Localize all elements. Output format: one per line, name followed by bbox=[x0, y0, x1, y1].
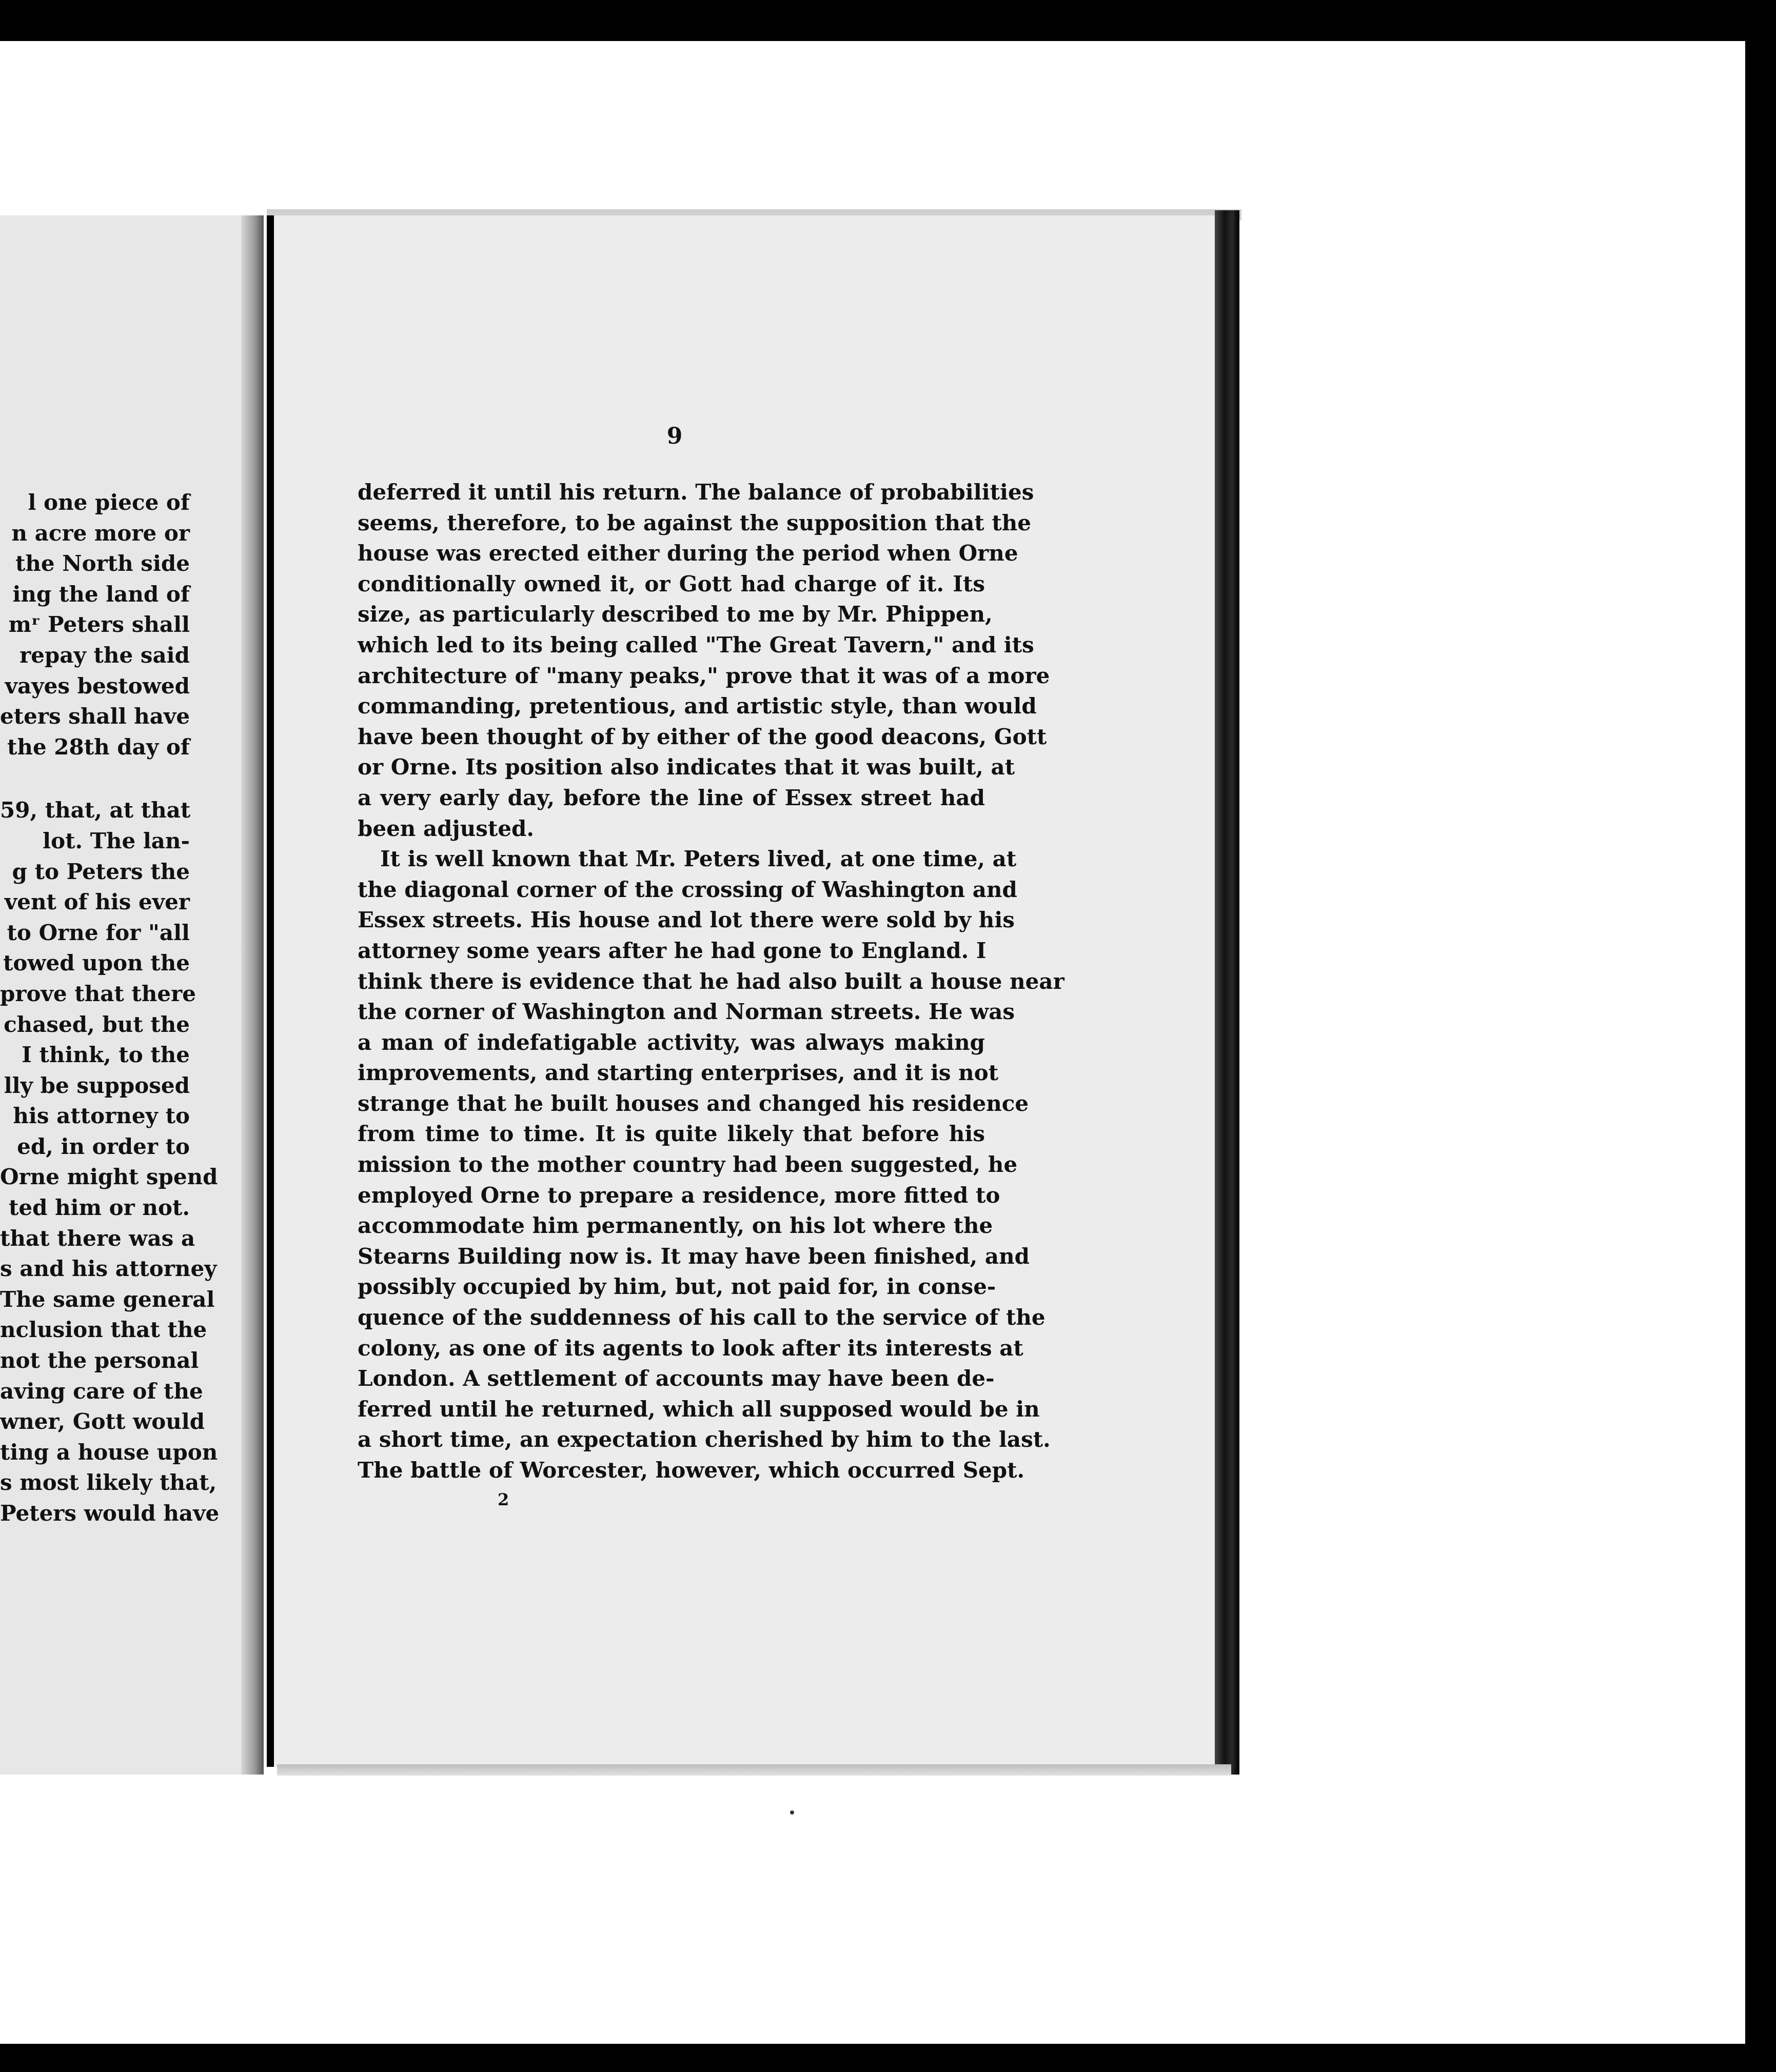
text-line: The battle of Worcester, however, which occurred Sept. bbox=[358, 1458, 1025, 1483]
text-line: architecture of "many peaks," prove that it was of a more bbox=[358, 663, 1050, 688]
left-line: lly be supposed bbox=[4, 1072, 190, 1098]
left-line: that there was a bbox=[0, 1225, 195, 1251]
left-line: repay the said bbox=[19, 642, 190, 668]
text-line: the corner of Washington and Norman streets. He was bbox=[358, 999, 1015, 1025]
text-line: It is well known that Mr. Peters lived, at one time, at bbox=[380, 846, 1017, 872]
text-line: house was erected either during the period when Orne bbox=[358, 541, 1018, 566]
text-line: employed Orne to prepare a residence, more fitted to bbox=[358, 1182, 1000, 1208]
text-line: or Orne. Its position also indicates that it was built, at bbox=[358, 754, 1015, 780]
text-line: quence of the suddenness of his call to the service of the bbox=[358, 1305, 1045, 1330]
left-line: I think, to the bbox=[22, 1042, 190, 1068]
left-line: ed, in order to bbox=[17, 1133, 190, 1159]
left-line: mʳ Peters shall bbox=[8, 612, 190, 637]
left-line: ted him or not. bbox=[8, 1195, 190, 1221]
dust-speck bbox=[790, 1810, 794, 1815]
left-line: to Orne for "all bbox=[7, 920, 190, 945]
left-line: vent of his ever bbox=[4, 889, 190, 915]
left-line: g to Peters the bbox=[12, 859, 190, 884]
text-line: Stearns Building now is. It may have been finished, and bbox=[358, 1243, 1030, 1269]
left-gap bbox=[0, 762, 190, 795]
left-line: wner, Gott would bbox=[0, 1409, 205, 1435]
left-line: 59, that, at that bbox=[0, 798, 191, 823]
text-line: ferred until he returned, which all supposed would be in bbox=[358, 1396, 1040, 1422]
left-line: aving care of the bbox=[0, 1378, 203, 1404]
text-line: have been thought of by either of the good deacons, Gott bbox=[358, 724, 1047, 749]
scanner-border-right bbox=[1745, 0, 1776, 2072]
text-line: think there is evidence that he had also built a house near bbox=[358, 968, 1064, 994]
left-line: eters shall have bbox=[0, 704, 190, 729]
left-line: l one piece of bbox=[28, 490, 190, 515]
text-line: been adjusted. bbox=[358, 815, 535, 841]
text-line: mission to the mother country had been suggested, he bbox=[358, 1152, 1018, 1178]
left-line: the North side bbox=[15, 551, 190, 576]
left-line: prove that there bbox=[0, 981, 196, 1006]
text-line: from time to time. It is quite likely that before his bbox=[358, 1121, 985, 1147]
text-line: a short time, an expectation cherished by him to the last. bbox=[358, 1427, 1051, 1452]
text-line: Essex streets. His house and lot there were sold by his bbox=[358, 907, 1015, 933]
page-number: 9 bbox=[666, 423, 683, 449]
text-line: seems, therefore, to be against the supposition that the bbox=[358, 510, 1031, 535]
text-line: London. A settlement of accounts may have been de- bbox=[358, 1366, 995, 1391]
text-line: which led to its being called "The Great Tavern," and its bbox=[358, 632, 1034, 658]
text-line: commanding, pretentious, and artistic style, than would bbox=[358, 693, 1037, 719]
text-line: colony, as one of its agents to look after its interests at bbox=[358, 1335, 1023, 1361]
text-line: size, as particularly described to me by Mr. Phippen, bbox=[358, 602, 993, 627]
left-line: nclusion that the bbox=[0, 1317, 207, 1343]
text-line: strange that he built houses and changed his residence bbox=[358, 1090, 1029, 1116]
page-bottom-shadow bbox=[277, 1764, 1231, 1776]
scanner-border-bottom bbox=[0, 2044, 1776, 2072]
text-line: conditionally owned it, or Gott had charge of it. Its bbox=[358, 571, 985, 596]
text-line: a very early day, before the line of Essex street had bbox=[358, 785, 985, 810]
left-line: not the personal bbox=[0, 1348, 199, 1373]
left-line: chased, but the bbox=[4, 1011, 190, 1037]
left-line: ting a house upon bbox=[0, 1439, 218, 1465]
left-line: vayes bestowed bbox=[5, 673, 190, 699]
text-line: attorney some years after he had gone to England. I bbox=[358, 938, 986, 963]
left-line: lot. The lan- bbox=[43, 828, 190, 853]
left-line: n acre more or bbox=[11, 520, 190, 546]
left-line: s most likely that, bbox=[0, 1470, 217, 1496]
left-line: The same general bbox=[0, 1286, 215, 1312]
text-line: the diagonal corner of the crossing of Washington and bbox=[358, 876, 1017, 902]
page-edge bbox=[1215, 210, 1239, 1775]
left-line: s and his attorney bbox=[0, 1256, 217, 1282]
left-line: the 28th day of bbox=[7, 734, 190, 760]
text-line: possibly occupied by him, but, not paid for, in conse- bbox=[358, 1274, 996, 1300]
left-line: ing the land of bbox=[12, 581, 190, 607]
body-text bbox=[358, 477, 1064, 1486]
scanner-border-top bbox=[0, 0, 1776, 41]
book-gutter bbox=[241, 215, 264, 1775]
left-line: his attorney to bbox=[13, 1103, 190, 1129]
left-line: Orne might spend bbox=[0, 1164, 218, 1190]
left-line: Peters would have bbox=[0, 1501, 220, 1526]
text-line: improvements, and starting enterprises, and it is not bbox=[358, 1060, 999, 1086]
left-line: towed upon the bbox=[3, 950, 190, 976]
text-line: accommodate him permanently, on his lot where the bbox=[358, 1213, 993, 1239]
signature-mark: 2 bbox=[498, 1490, 509, 1509]
left-page-text bbox=[0, 487, 220, 1529]
text-line: deferred it until his return. The balance of probabilities bbox=[358, 480, 1034, 505]
text-line: a man of indefatigable activity, was always making bbox=[358, 1029, 985, 1055]
